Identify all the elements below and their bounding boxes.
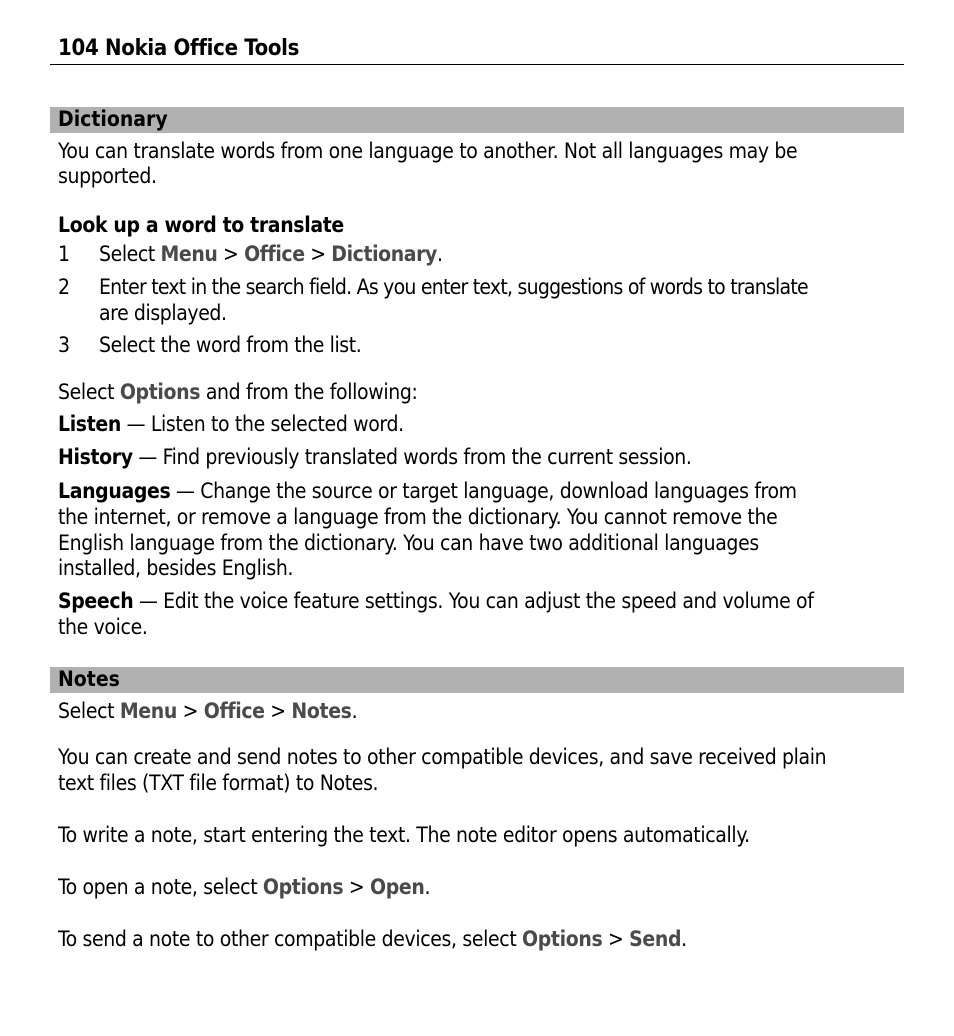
section-heading-text: Dictionary [58,107,168,131]
step-number: 3 [58,333,71,357]
section-heading-notes [50,667,904,693]
path-separator: > [264,699,292,723]
section-heading-dictionary [50,107,904,133]
path-separator: > [343,875,371,899]
instruction-text: To open a note, select [58,875,263,899]
options-text: Select [58,380,120,404]
path-separator: > [217,242,245,266]
option-history [58,444,692,470]
dictionary-label: Dictionary [331,242,437,266]
option-description: — Listen to the selected word. [120,412,404,436]
instruction-text: . [424,875,431,899]
office-label: Office [203,699,265,723]
path-separator: > [304,242,332,266]
options-label: Options [262,875,344,899]
dictionary-intro-line-1: You can translate words from one language to another. Not all languages may be [58,139,798,163]
step-2-line-2: are displayed. [99,301,227,325]
notes-para-2: To write a note, start entering the text. The note editor opens automatically. [58,823,750,847]
notes-menu-path [58,698,357,724]
notes-send-instruction [58,926,687,952]
notes-para-1-line-1: You can create and send notes to other compatible devices, and save received plain [58,745,827,769]
path-text: . [351,699,358,723]
options-text: and from the following: [200,380,418,404]
step-number: 1 [58,242,71,266]
office-label: Office [244,242,305,266]
instruction-text: . [681,927,687,951]
section-heading-text: Notes [58,667,120,691]
option-description: — Edit the voice feature settings. You can adjust the speed and volume of [133,589,814,613]
notes-open-instruction [58,874,430,900]
option-term: History [58,445,133,469]
option-description: — Find previously translated words from the current session. [132,445,692,469]
open-label: Open [370,875,425,899]
options-label: Options [119,380,201,404]
step-text: Select [99,242,161,266]
option-languages-line-3: English language from the dictionary. You can have two additional languages [58,531,759,555]
notes-label: Notes [291,699,352,723]
path-text: Select [58,699,120,723]
step-number: 2 [58,275,71,299]
step-text: . [436,242,443,266]
option-term: Speech [58,589,134,613]
path-separator: > [176,699,204,723]
subheading-lookup: Look up a word to translate [58,213,344,237]
page-header [50,34,904,65]
send-label: Send [629,927,682,951]
notes-para-1-line-2: text files (TXT file format) to Notes. [58,771,379,795]
option-languages-line-4: installed, besides English. [58,556,294,580]
step-1-text [99,241,443,267]
step-2-line-1: Enter text in the search field. As you enter text, suggestions of words to translate [99,275,808,299]
options-intro [58,379,418,405]
option-speech-line-2: the voice. [58,615,148,639]
menu-label: Menu [160,242,218,266]
option-languages [58,478,797,504]
path-separator: > [602,927,630,951]
option-term: Listen [58,412,121,436]
page-title: 104 Nokia Office Tools [58,36,300,61]
step-3-text: Select the word from the list. [99,333,362,357]
dictionary-intro-line-2: supported. [58,164,157,188]
option-listen [58,411,404,437]
option-speech [58,588,814,614]
options-label: Options [522,927,603,951]
option-description: — Change the source or target language, download languages from [170,479,797,503]
option-languages-line-2: the internet, or remove a language from the dictionary. You cannot remove the [58,505,778,529]
instruction-text: To send a note to other compatible devices, select [58,927,523,951]
menu-label: Menu [119,699,177,723]
option-term: Languages [58,479,171,503]
